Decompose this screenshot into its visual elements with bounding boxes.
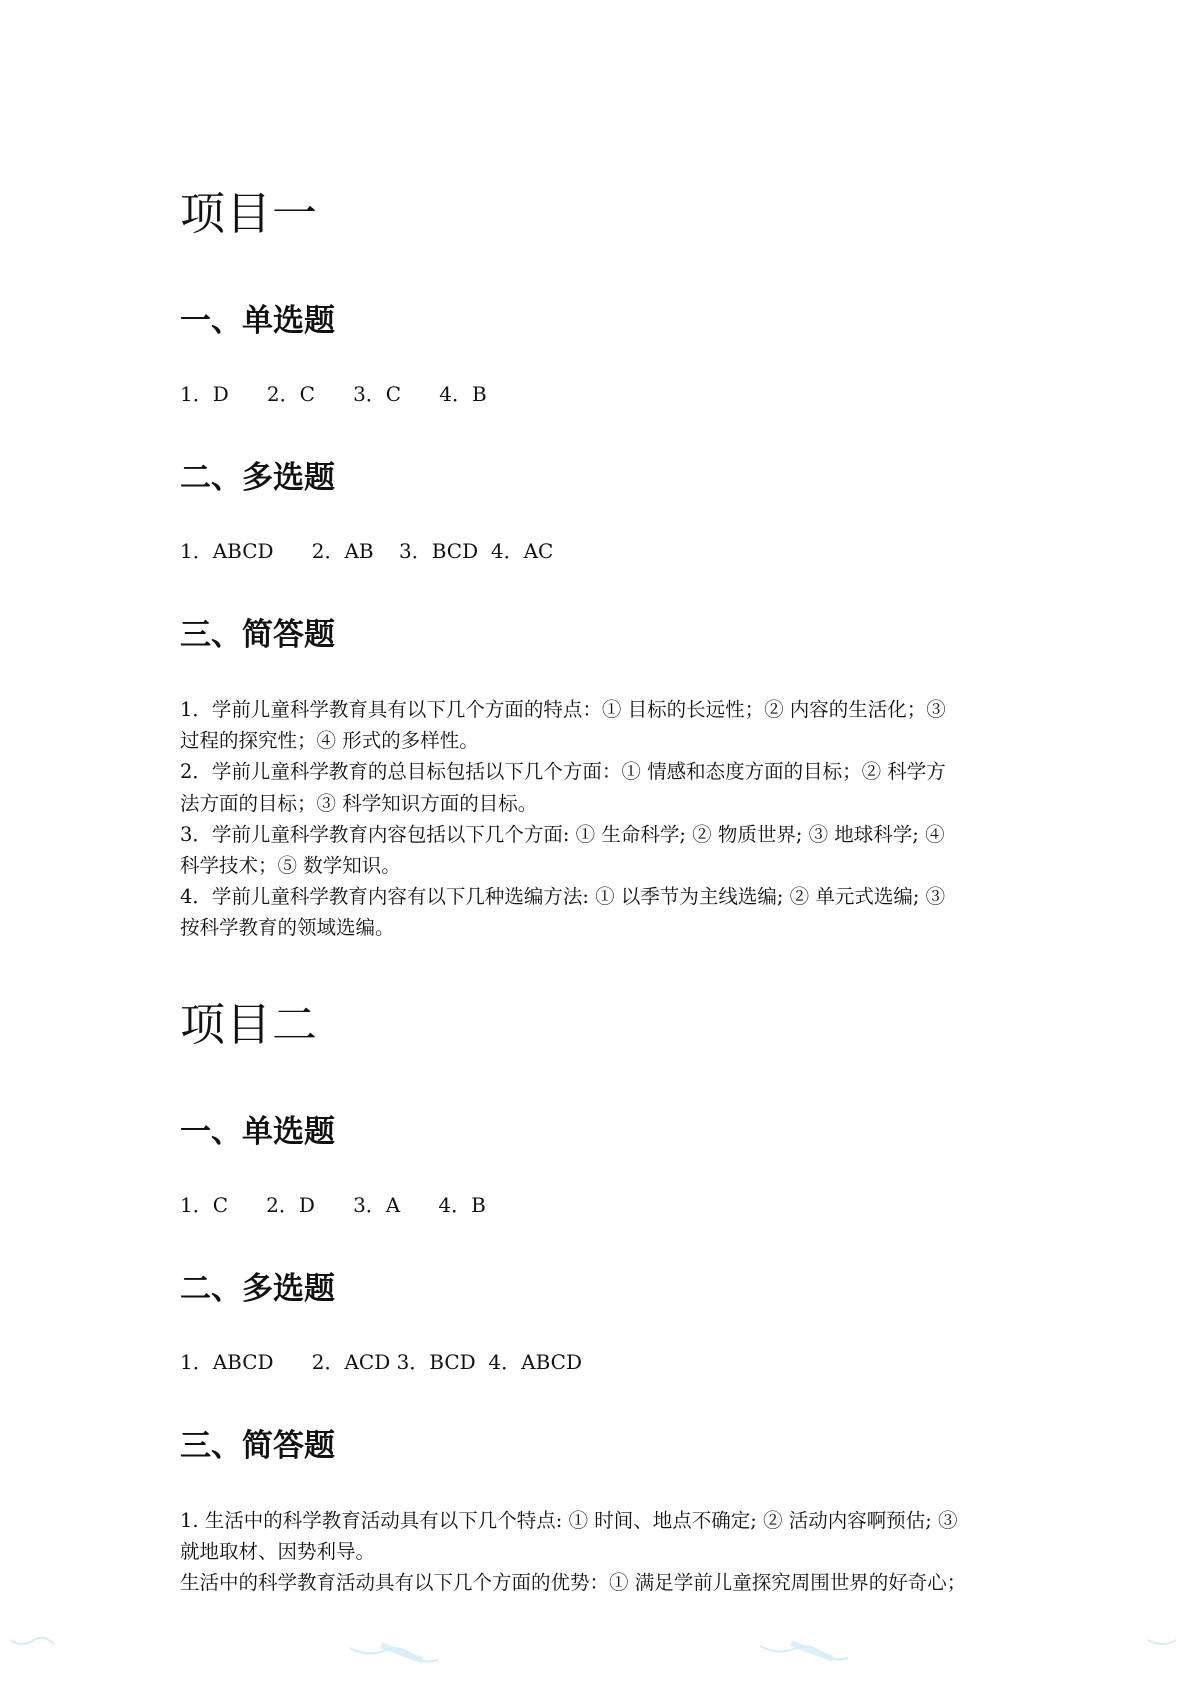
section-heading-short-answer: 三、简答题 (180, 617, 335, 653)
short-answer-line: 就地取材、因势利导。 (180, 1539, 376, 1563)
section-heading-single-choice: 一、单选题 (180, 303, 335, 339)
multiple-choice-answers: 1．ABCD 2．ACD 3．BCD 4．ABCD (180, 1349, 583, 1374)
single-choice-answers: 1．C 2．D 3．A 4．B (180, 1192, 486, 1217)
section-heading-short-answer: 三、简答题 (180, 1427, 335, 1464)
section-heading-multiple-choice: 二、多选题 (180, 460, 335, 496)
short-answer-block (180, 694, 1030, 944)
watermark-strip (0, 1620, 1191, 1684)
multiple-choice-answers: 1．ABCD 2．AB 3．BCD 4．AC (180, 539, 554, 563)
project-one (180, 183, 1030, 944)
short-answer-line: 法方面的目标；③ 科学知识方面的目标。 (180, 791, 538, 815)
short-answer-block (180, 1505, 1030, 1599)
watermark-icon (0, 1620, 1191, 1684)
project-two (180, 994, 1030, 1599)
document-content (180, 183, 1030, 1648)
short-answer-line: 生活中的科学教育活动具有以下几个方面的优势：① 满足学前儿童探究周围世界的好奇心； (180, 1571, 967, 1595)
project-title: 项目一 (180, 187, 319, 240)
short-answer-line: 1．学前儿童科学教育具有以下几个方面的特点：① 目标的长远性；② 内容的生活化；③ (180, 698, 946, 721)
single-choice-answers: 1．D 2．C 3．C 4．B (180, 382, 487, 406)
short-answer-line: 3．学前儿童科学教育内容包括以下几个方面: ① 生命科学; ② 物质世界; ③ 地球科学; ④ (180, 822, 945, 846)
project-title: 项目二 (180, 997, 319, 1051)
short-answer-line: 1. 生活中的科学教育活动具有以下几个特点: ① 时间、地点不确定; ② 活动内容啊预估; ③ (180, 1508, 958, 1532)
short-answer-line: 过程的探究性；④ 形式的多样性。 (180, 729, 479, 753)
short-answer-line: 4．学前儿童科学教育内容有以下几种选编方法: ① 以季节为主线选编; ② 单元式选编; ③ (180, 885, 946, 909)
short-answer-line: 科学技术；⑤ 数学知识。 (180, 854, 401, 878)
short-answer-line: 2．学前儿童科学教育的总目标包括以下几个方面：① 情感和态度方面的目标；② 科学方 (180, 760, 946, 784)
section-heading-multiple-choice: 二、多选题 (180, 1270, 335, 1307)
section-heading-single-choice: 一、单选题 (180, 1113, 335, 1150)
short-answer-line: 按科学教育的领域选编。 (180, 916, 395, 940)
